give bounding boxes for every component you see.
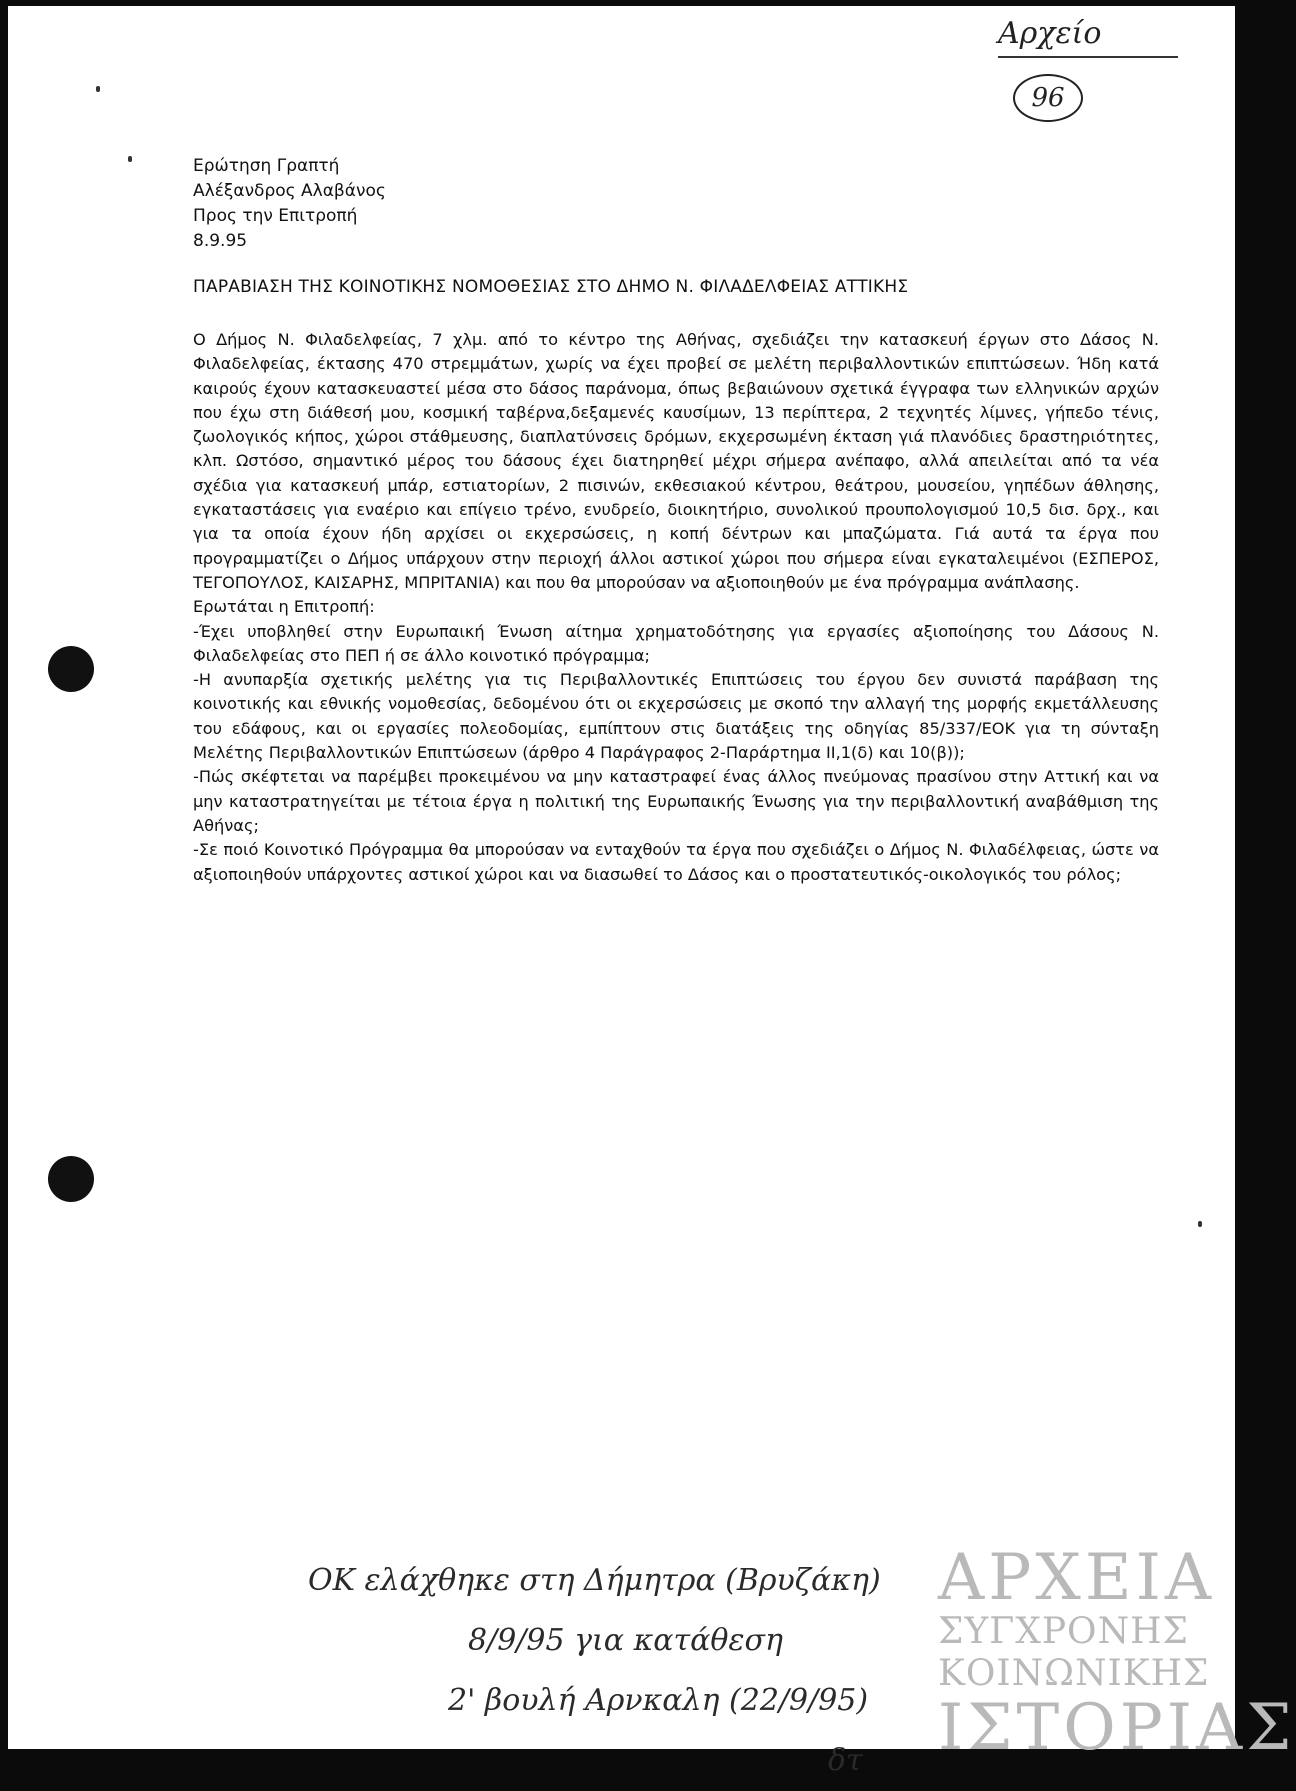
archive-handwritten-label	[998, 16, 1101, 51]
handwritten-annotation	[308, 1551, 881, 1791]
punch-hole	[48, 646, 94, 692]
handwritten-line: 8/9/95 για κατάθεση	[468, 1623, 783, 1658]
archive-watermark-stamp	[938, 1541, 1296, 1765]
question-item: -Πώς σκέφτεται να παρέμβει προκειμένου να μην καταστραφεί ένας άλλος πνεύμονας πρασίνου στην Αττική και να μην καταστρατηγείται με τέτοια έργα η πολιτική της Ευρωπαικής Ένωσης για την περιβαλλοντική αναβάθμιση της Αθήνας;	[193, 767, 1159, 835]
punch-hole	[48, 1156, 94, 1202]
handwritten-initials: δτ	[828, 1743, 863, 1778]
letter-header	[193, 154, 386, 254]
scan-speck	[1198, 1221, 1202, 1227]
scan-speck	[128, 156, 132, 162]
scan-speck	[96, 86, 100, 92]
stamp-line: ΑΡΧΕΙΑ	[938, 1541, 1216, 1615]
questions-intro: Ερωτάται η Επιτροπή:	[193, 597, 375, 617]
question-item: -Η ανυπαρξία σχετικής μελέτης για τις Περιβαλλοντικές Επιπτώσεις του έργου δεν συνιστά παράβαση της κοινοτικής και εθνικής νομοθεσίας, δεδομένου ότι οι εκχερσώσεις με σκοπό την αλλαγή της μορφής εκμετάλλευσης του εδάφους, και οι εργασίες πολεοδομίας, εμπίπτουν στις διατάξεις της οδηγίας 85/337/ΕΟΚ για τη σύνταξη Μελέτης Περιβαλλοντικών Επιπτώσεων (άρθρο 4 Παράγραφος 2-Παράρτημα II,1(δ) και 10(β));	[193, 670, 1159, 763]
archive-label-text: Αρχείο	[998, 16, 1102, 51]
stamp-line: ΚΟΙΝΩΝΙΚΗΣ	[938, 1653, 1210, 1694]
document-body	[193, 328, 1159, 887]
header-question-type: Ερώτηση Γραπτή	[193, 156, 340, 176]
header-date: 8.9.95	[193, 231, 248, 251]
question-item: -Σε ποιό Κοινοτικό Πρόγραμμα θα μπορούσαν να ενταχθούν τα έργα που σχεδιάζει ο Δήμος Ν. Φιλαδέλφειας, ώστε να αξιοποιηθούν υπάρχοντες αστικοί χώροι και να διασωθεί το Δάσος και ο προστατευτικός-οικολογικός του ρόλος;	[193, 840, 1159, 884]
header-author: Αλέξανδρος Αλαβάνος	[193, 181, 386, 201]
header-recipient: Προς την Επιτροπή	[193, 206, 358, 226]
stamp-line: ΙΣΤΟΡΙΑΣ	[938, 1691, 1296, 1765]
body-paragraph: Ο Δήμος Ν. Φιλαδελφείας, 7 χλμ. από το κέντρο της Αθήνας, σχεδιάζει την κατασκευή έργων στο Δάσος Ν. Φιλαδελφείας, έκτασης 470 στρεμμάτων, χωρίς να έχει προβεί σε μελέτη περιβαλλοντικών επιπτώσεων. Ήδη κατά καιρούς έχουν κατασκευαστεί μέσα στο δάσος παράνομα, όπως βεβαιώνουν σχετικά έγγραφα των ελληνικών αρχών που έχω στη διάθεσή μου, κοσμική ταβέρνα,δεξαμενές καυσίμων, 13 περίπτερα, 2 τεχνητές λίμνες, γήπεδο τένις, ζωολογικός κήπος, χώροι στάθμευσης, διαπλατύνσεις δρόμων, εκχερσωμένη έκταση γιά πλανόδιες δραστηριότητες, κλπ. Ωστόσο, σημαντικό μέρος του δάσους έχει διατηρηθεί μέχρι σήμερα ανέπαφο, αλλά απειλείται από τα νέα σχέδια για κατασκευή μπάρ, εστιατορίων, 2 πισινών, εκθεσιακού κέντρου, θεάτρου, μουσείου, γηπέδων άθλησης, εγκαταστάσεις για εναέριο και επίγειο τρένο, ενυδρείο, διοικητήριο, συνολικού προυπολογισμού 10,5 δισ. δρχ., και για τα οποία έχουν ήδη αρχίσει οι εκχερσώσεις, η κοπή δέντρων και μπαζώματα. Γιά αυτά τα έργα που προγραμματίζει ο Δήμος υπάρχουν στην περιοχή άλλοι αστικοί χώροι που σήμερα είναι εγκαταλειμένοι (ΕΣΠΕΡΟΣ, ΤΕΓΟΠΟΥΛΟΣ, ΚΑΙΣΑΡΗΣ, ΜΠΡΙΤΑΝΙΑ) και που θα μπορούσαν να αξιοποιηθούν με ένα πρόγραμμα ανάπλασης.	[193, 330, 1159, 592]
document-title: ΠΑΡΑΒΙΑΣΗ ΤΗΣ ΚΟΙΝΟΤΙΚΗΣ ΝΟΜΟΘΕΣΙΑΣ ΣΤΟ ΔΗΜΟ Ν. ΦΙΛΑΔΕΛΦΕΙΑΣ ΑΤΤΙΚΗΣ	[193, 277, 909, 297]
archive-underline	[998, 56, 1178, 58]
stamp-line: ΣΥΓΧΡΟΝΗΣ	[938, 1611, 1189, 1652]
handwritten-line: OK ελάχθηκε στη Δήμητρα (Βρυζάκη)	[308, 1563, 881, 1598]
archive-number-circle: 96	[1013, 74, 1083, 122]
document-page	[8, 6, 1296, 1778]
handwritten-line: 2' βουλή Αρνκαλη (22/9/95)	[448, 1683, 869, 1718]
question-item: -Έχει υποβληθεί στην Ευρωπαική Ένωση αίτημα χρηματοδότησης για εργασίες αξιοποίησης του Δάσους Ν. Φιλαδελφείας στο ΠΕΠ ή σε άλλο κοινοτικό πρόγραμμα;	[193, 621, 1159, 665]
